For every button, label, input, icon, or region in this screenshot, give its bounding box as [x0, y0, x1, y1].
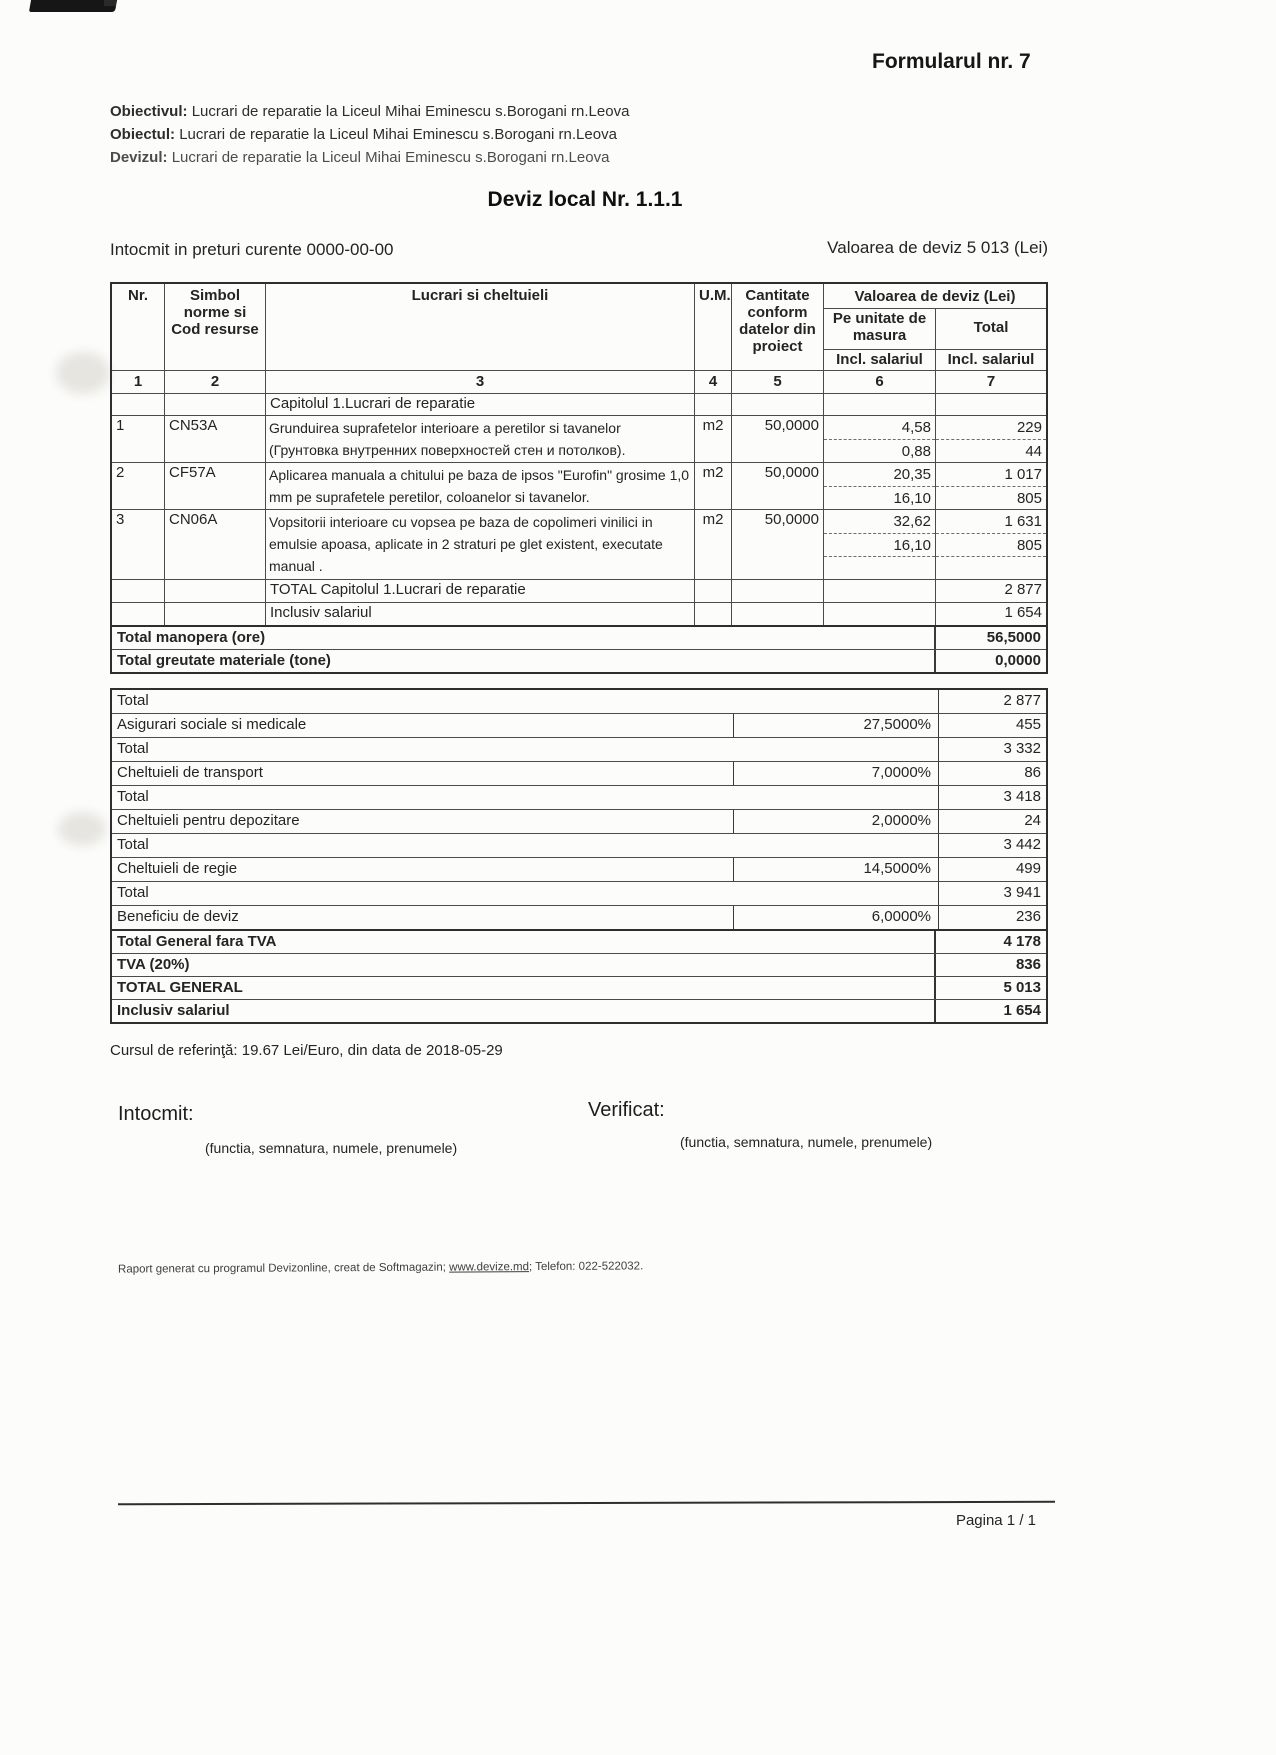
chapter-row — [112, 393, 1046, 415]
charges-percent-row — [112, 857, 1046, 881]
deviz-line — [110, 149, 629, 166]
header-quantity: Cantitate conform datelor din proiect — [731, 284, 823, 370]
item-total: 1 017 — [1004, 466, 1042, 483]
header-per-unit: Pe unitate de masura — [824, 309, 936, 349]
item-code: CN53A — [164, 416, 265, 462]
materials-label: Total greutate materiale (tone) — [117, 652, 331, 669]
header-value-sub — [824, 309, 1046, 350]
grand-total-label: TVA (20%) — [117, 956, 190, 973]
header-info-block — [110, 103, 629, 172]
work-item-row — [112, 509, 1046, 579]
estimate-table — [110, 282, 1048, 627]
item-um: m2 — [694, 416, 731, 462]
labor-value: 56,5000 — [934, 627, 1046, 649]
grand-total-value: 4 178 — [934, 931, 1046, 953]
grand-total-label: Total General fara TVA — [117, 933, 277, 950]
header-works: Lucrari si cheltuieli — [265, 284, 694, 370]
charges-total-row — [112, 833, 1046, 857]
charges-label: Total — [117, 836, 149, 853]
objective-label: Obiectivul: — [110, 103, 188, 120]
item-nr: 1 — [116, 417, 125, 434]
item-description: Vopsitorii interioare cu vopsea pe baza de copolimeri vinilici in emulsie apoasa, aplicate in 2 straturi pe glet existent, executate manual . — [265, 510, 694, 579]
labor-row — [112, 627, 1046, 649]
charges-total-row — [112, 737, 1046, 761]
grand-total-row — [112, 999, 1046, 1022]
item-total-salary: 805 — [936, 533, 1046, 556]
charges-label: Total — [117, 788, 149, 805]
charges-label: Cheltuieli de regie — [117, 860, 238, 877]
empty-cell — [824, 556, 935, 579]
charges-value: 236 — [938, 906, 1046, 929]
charges-value: 3 442 — [938, 834, 1046, 857]
scan-smudge — [58, 812, 106, 846]
materials-row — [112, 649, 1046, 672]
labor-materials-table — [110, 625, 1048, 674]
header-um: U.M. — [694, 284, 731, 370]
materials-value: 0,0000 — [934, 650, 1046, 672]
charges-label: Total — [117, 692, 149, 709]
header-incl-salary-right: Incl. salariul — [947, 351, 1035, 368]
col-num-5: 5 — [731, 371, 823, 393]
charges-percent: 7,0000% — [733, 762, 938, 785]
chapter-total-row — [112, 579, 1046, 602]
object-label: Obiectul: — [110, 126, 176, 143]
page-number: Pagina 1 / 1 — [955, 1512, 1036, 1529]
charges-label: Total — [117, 740, 149, 757]
intocmit-label: Intocmit: — [118, 1103, 194, 1125]
item-unit-price-cell — [823, 416, 935, 462]
col-num-4: 4 — [694, 371, 731, 393]
grand-total-row — [112, 931, 1046, 953]
header-nr: Nr. — [127, 287, 148, 304]
deviz-value-note: Valoarea de deviz 5 013 (Lei) — [827, 238, 1048, 257]
charges-total-row — [112, 690, 1046, 713]
incl-salary-value: 1 654 — [935, 603, 1046, 625]
item-total: 1 631 — [1004, 513, 1042, 530]
charges-value: 24 — [938, 810, 1046, 833]
header-incl-salary-left: Incl. salariul — [824, 350, 936, 370]
charges-value: 499 — [938, 858, 1046, 881]
header-value-group — [823, 284, 1046, 370]
chapter-total-value: 2 877 — [935, 580, 1046, 602]
scan-smudge — [56, 352, 110, 394]
charges-label: Cheltuieli pentru depozitare — [117, 812, 300, 829]
charges-table — [110, 688, 1048, 931]
col-num-6: 6 — [823, 371, 935, 393]
charges-percent: 2,0000% — [733, 810, 938, 833]
charges-percent: 14,5000% — [733, 858, 938, 881]
scan-artifact — [104, 0, 116, 6]
charges-value: 86 — [938, 762, 1046, 785]
item-unit-salary: 16,10 — [824, 533, 935, 556]
empty-cell — [936, 556, 1046, 579]
footer-text-post: ; Telefon: 022-522032. — [528, 1260, 644, 1274]
item-total-salary: 44 — [936, 439, 1046, 462]
item-total-cell — [935, 463, 1046, 509]
item-unit-price: 20,35 — [893, 466, 931, 483]
chapter-title: Capitolul 1.Lucrari de reparatie — [265, 394, 694, 415]
col-num-2: 2 — [164, 371, 265, 393]
item-total-cell — [935, 510, 1046, 579]
item-quantity: 50,0000 — [731, 510, 823, 579]
item-code: CF57A — [164, 463, 265, 509]
grand-totals-table — [110, 929, 1048, 1024]
charges-total-row — [112, 881, 1046, 905]
item-quantity: 50,0000 — [731, 416, 823, 462]
charges-percent-row — [112, 809, 1046, 833]
estimate-table-header — [112, 284, 1046, 370]
charges-total-row — [112, 785, 1046, 809]
item-total-salary: 805 — [936, 486, 1046, 509]
item-nr: 3 — [116, 511, 125, 528]
col-num-7: 7 — [935, 371, 1046, 393]
signature-hint-left: (functia, semnatura, numele, prenumele) — [205, 1140, 458, 1156]
footer-website-text: www.devize.md — [449, 1261, 530, 1274]
grand-total-row — [112, 953, 1046, 976]
item-unit-price: 32,62 — [893, 513, 931, 530]
item-nr: 2 — [116, 464, 125, 481]
item-um: m2 — [694, 463, 731, 509]
grand-total-label: TOTAL GENERAL — [117, 979, 243, 996]
charges-label: Beneficiu de deviz — [117, 908, 239, 925]
item-description: Aplicarea manuala a chitului pe baza de ipsos "Eurofin" grosime 1,0 mm pe suprafetele peretilor, coloanelor si tavanelor. — [265, 463, 694, 509]
item-unit-salary: 16,10 — [824, 486, 935, 509]
charges-label: Total — [117, 884, 149, 901]
header-value-title: Valoarea de deviz (Lei) — [824, 287, 1046, 309]
item-unit-salary: 0,88 — [824, 439, 935, 462]
incl-salary-label: Inclusiv salariul — [265, 603, 694, 625]
grand-total-value: 1 654 — [934, 1000, 1046, 1022]
incl-salary-row — [112, 602, 1046, 625]
item-total-cell — [935, 416, 1046, 462]
footer-text-pre: Raport generat cu programul Devizonline, creat de Softmagazin; — [117, 1261, 450, 1276]
object-text: Lucrari de reparatie la Liceul Mihai Eminescu s.Borogani rn.Leova — [179, 126, 617, 143]
grand-total-value: 836 — [934, 954, 1046, 976]
charges-percent-row — [112, 761, 1046, 785]
deviz-text: Lucrari de reparatie la Liceul Mihai Eminescu s.Borogani rn.Leova — [171, 149, 610, 166]
chapter-total-label: TOTAL Capitolul 1.Lucrari de reparatie — [265, 580, 694, 602]
verificat-label: Verificat: — [588, 1099, 665, 1121]
object-line — [110, 126, 629, 143]
work-item-row — [112, 462, 1046, 509]
grand-total-value: 5 013 — [934, 977, 1046, 999]
grand-total-row — [112, 976, 1046, 999]
header-incl-salary — [824, 350, 1046, 370]
footer-divider — [118, 1501, 1055, 1505]
item-unit-price-cell — [823, 463, 935, 509]
exchange-rate-note: Cursul de referinţă: 19.67 Lei/Euro, din data de 2018-05-29 — [110, 1042, 503, 1059]
charges-percent: 27,5000% — [733, 714, 938, 737]
charges-percent: 6,0000% — [733, 906, 938, 929]
item-unit-price: 4,58 — [901, 419, 931, 436]
header-symbol: Simbol norme si Cod resurse — [164, 284, 265, 370]
column-number-row — [112, 370, 1046, 393]
objective-text: Lucrari de reparatie la Liceul Mihai Eminescu s.Borogani rn.Leova — [191, 103, 630, 120]
form-number: Formularul nr. 7 — [872, 50, 1031, 73]
charges-label: Asigurari sociale si medicale — [117, 716, 307, 733]
col-num-1: 1 — [133, 373, 143, 390]
col-num-3: 3 — [265, 371, 694, 393]
signature-hint-right: (functia, semnatura, numele, prenumele) — [680, 1134, 933, 1150]
charges-value: 2 877 — [938, 690, 1046, 713]
deviz-label: Devizul: — [110, 149, 168, 166]
charges-value: 3 941 — [938, 882, 1046, 905]
work-item-row — [112, 415, 1046, 462]
charges-value: 3 332 — [938, 738, 1046, 761]
charges-label: Cheltuieli de transport — [117, 764, 263, 781]
grand-total-label: Inclusiv salariul — [117, 1002, 230, 1019]
item-um: m2 — [694, 510, 731, 579]
item-quantity: 50,0000 — [731, 463, 823, 509]
item-total: 229 — [1016, 419, 1042, 436]
charges-percent-row — [112, 905, 1046, 929]
item-code: CN06A — [164, 510, 265, 579]
item-unit-price-cell — [823, 510, 935, 579]
header-total: Total — [973, 319, 1009, 336]
labor-label: Total manopera (ore) — [117, 629, 266, 646]
charges-value: 455 — [938, 714, 1046, 737]
charges-value: 3 418 — [938, 786, 1046, 809]
item-description: Grunduirea suprafetelor interioare a peretilor si tavanelor (Грунтовка внутренних поверхностей стен и потолков). — [265, 416, 694, 462]
objective-line — [110, 103, 629, 120]
prices-note: Intocmit in preturi curente 0000-00-00 — [110, 240, 394, 259]
charges-percent-row — [112, 713, 1046, 737]
report-footer-note — [118, 1260, 643, 1275]
document-title: Deviz local Nr. 1.1.1 — [487, 188, 683, 211]
